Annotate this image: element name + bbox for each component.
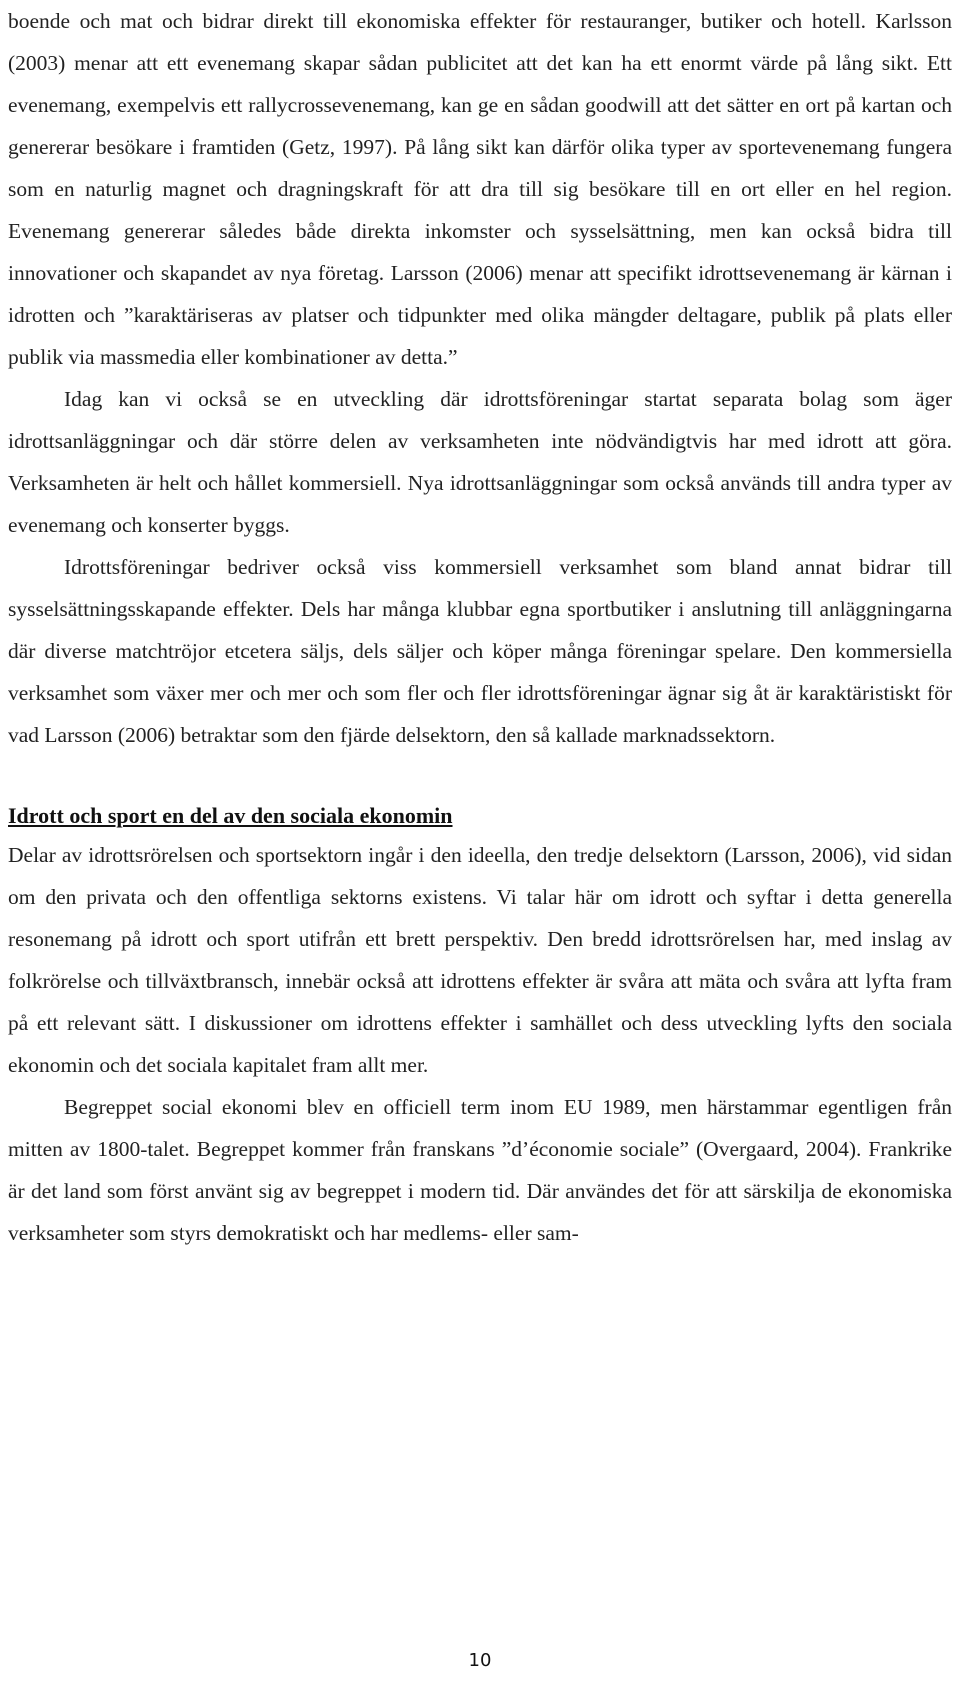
- page-number: 10: [468, 1650, 492, 1671]
- section-heading: Idrott och sport en del av den sociala ekonomin: [8, 803, 453, 828]
- paragraph-4: Delar av idrottsrörelsen och sportsektorn ingår i den ideella, den tredje delsektorn (Larsson, 2006), vid sidan om den privata och den offentliga sektorns existens. Vi talar här om idrott och syftar i detta generella resonemang på idrott och sport utifrån ett brett perspektiv. Den bredd idrottsrörelsen har, med inslag av folkrörelse och tillväxtbransch, innebär också att idrottens effekter är svåra att mäta och svåra att lyfta fram på ett relevant sätt. I diskussioner om idrottens effekter i samhället och dess utveckling lyfts den sociala ekonomin och det sociala kapitalet fram allt mer.: [8, 843, 952, 1077]
- paragraph-5: Begreppet social ekonomi blev en officiell term inom EU 1989, men härstammar egentligen från mitten av 1800-talet. Begreppet kommer från franskans ”d’économie sociale” (Overgaard, 2004). Frankrike är det land som först använt sig av begreppet i modern tid. Där användes det för att särskilja de ekonomiska verksamheter som styrs demokratiskt och har medlems- eller sam-: [8, 1095, 952, 1245]
- document-body: [8, 0, 952, 1254]
- paragraph-3: Idrottsföreningar bedriver också viss kommersiell verksamhet som bland annat bidrar till sysselsättningsskapande effekter. Dels har många klubbar egna sportbutiker i anslutning till anläggningarna där diverse matchtröjor etcetera säljs, dels säljer och köper många föreningar spelare. Den kommersiella verksamhet som växer mer och mer och som fler och fler idrottsföreningar ägnar sig åt är karaktäristiskt för vad Larsson (2006) betraktar som den fjärde delsektorn, den så kallade marknadssektorn.: [8, 555, 952, 747]
- paragraph-1: boende och mat och bidrar direkt till ekonomiska effekter för restauranger, butiker och hotell. Karlsson (2003) menar att ett evenemang skapar sådan publicitet att det kan ha ett enormt värde på lång sikt. Ett evenemang, exempelvis ett rallycrossevenemang, kan ge en sådan goodwill att det sätter en ort på kartan och genererar besökare i framtiden (Getz, 1997). På lång sikt kan därför olika typer av sportevenemang fungera som en naturlig magnet och dragningskraft för att dra till sig besökare till en ort eller en hel region. Evenemang genererar således både direkta inkomster och sysselsättning, men kan också bidra till innovationer och skapandet av nya företag. Larsson (2006) menar att specifikt idrottsevenemang är kärnan i idrotten och ”karaktäriseras av platser och tidpunkter med olika mängder deltagare, publik på plats eller publik via massmedia eller kombinationer av detta.”: [8, 9, 952, 369]
- paragraph-2: Idag kan vi också se en utveckling där idrottsföreningar startat separata bolag som äger idrottsanläggningar och där större delen av verksamheten inte nödvändigtvis har med idrott att göra. Verksamheten är helt och hållet kommersiell. Nya idrottsanläggningar som också används till andra typer av evenemang och konserter byggs.: [8, 387, 952, 537]
- document-page: [8, 0, 952, 1683]
